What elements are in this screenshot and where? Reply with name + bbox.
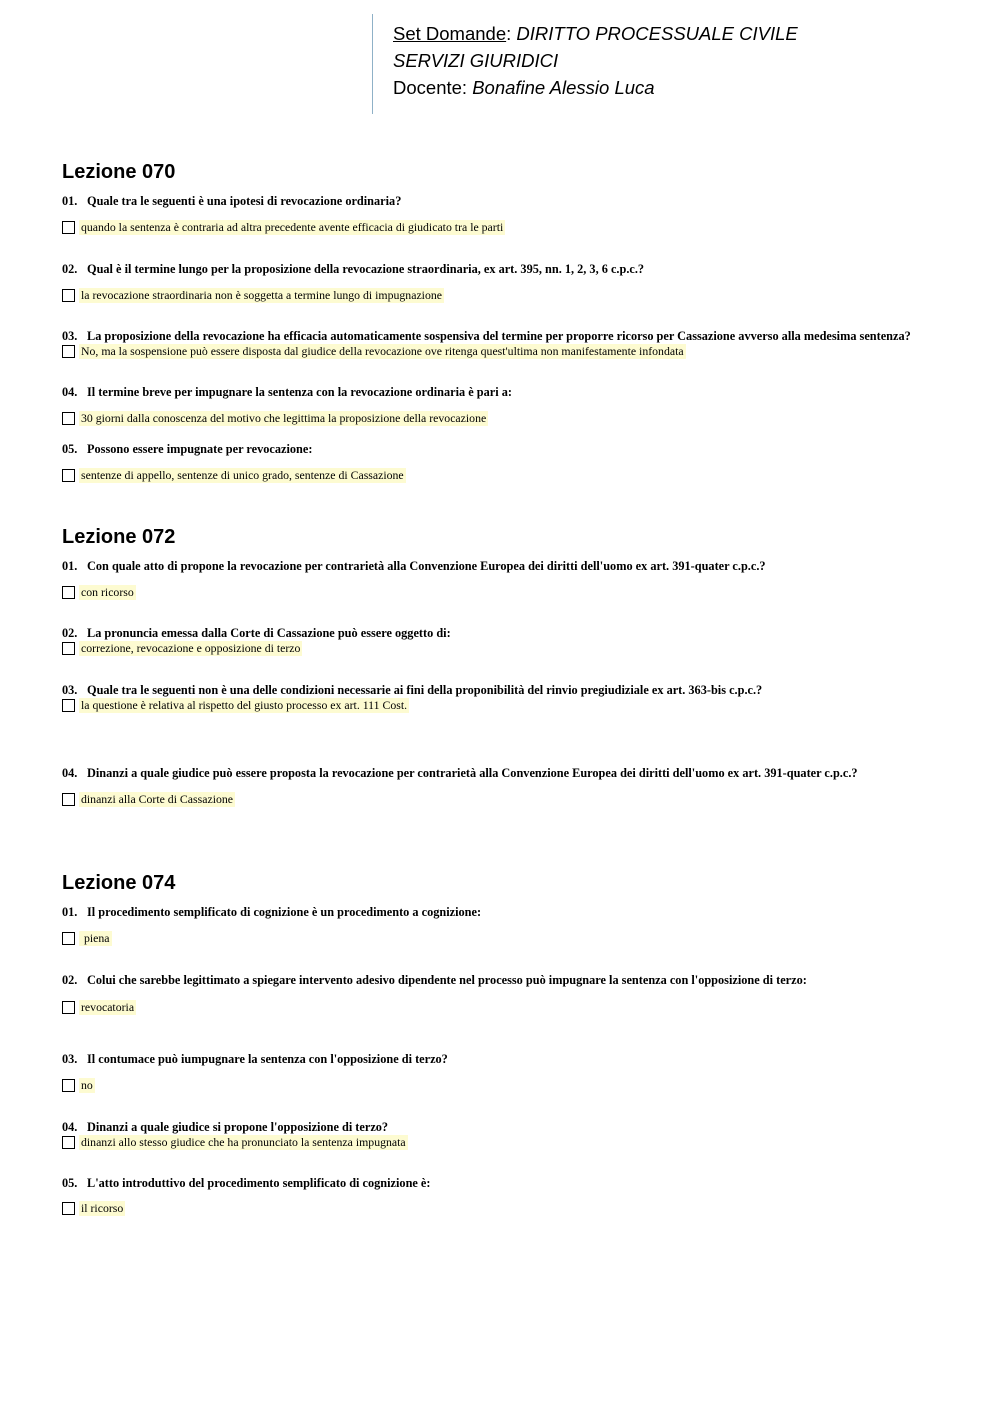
question-text: Qual è il termine lungo per la proposizione della revocazione straordinaria, ex art. 395, nn. 1, 2, 3, 6 c.p.c.? bbox=[87, 262, 645, 276]
question-text: Il contumace può iumpugnare la sentenza con l'opposizione di terzo? bbox=[87, 1052, 448, 1066]
answer-text: No, ma la sospensione può essere disposta dal giudice della revocazione ove ritenga quest'ultima non manifestamente infondata bbox=[81, 344, 684, 358]
answer-checkbox[interactable] bbox=[62, 1001, 75, 1014]
question bbox=[62, 1120, 388, 1135]
answer-text: dinanzi alla Corte di Cassazione bbox=[81, 792, 234, 806]
question-number: 04. bbox=[62, 766, 78, 780]
question bbox=[62, 385, 512, 400]
question bbox=[62, 442, 312, 457]
question bbox=[62, 262, 644, 277]
answer-checkbox[interactable] bbox=[62, 469, 75, 482]
question bbox=[62, 194, 401, 209]
question bbox=[62, 905, 481, 920]
answer-text: con ricorso bbox=[81, 585, 134, 599]
question bbox=[62, 559, 766, 574]
answer-checkbox[interactable] bbox=[62, 699, 75, 712]
question-number: 03. bbox=[62, 683, 78, 697]
question-number: 04. bbox=[62, 385, 78, 399]
question-number: 01. bbox=[62, 559, 78, 573]
question-text: L'atto introduttivo del procedimento semplificato di cognizione è: bbox=[87, 1176, 431, 1190]
answer-text: no bbox=[81, 1078, 93, 1092]
subject-subtitle: SERVIZI GIURIDICI bbox=[393, 50, 559, 71]
question bbox=[62, 1052, 448, 1067]
answer-text: 30 giorni dalla conoscenza del motivo che legittima la proposizione della revocazione bbox=[81, 411, 487, 425]
answer-checkbox[interactable] bbox=[62, 1079, 75, 1092]
question-text: Quale tra le seguenti non è una delle condizioni necessarie ai fini della proponibilità del rinvio pregiudiziale ex art. 363-bis c.p.c.? bbox=[87, 683, 763, 697]
question-text: Quale tra le seguenti è una ipotesi di revocazione ordinaria? bbox=[87, 194, 402, 208]
teacher-name: Bonafine Alessio Luca bbox=[472, 77, 655, 98]
question bbox=[62, 626, 451, 641]
header-subject-line bbox=[393, 23, 798, 45]
subject-name: DIRITTO PROCESSUALE CIVILE bbox=[516, 23, 798, 44]
question-number: 01. bbox=[62, 194, 78, 208]
question-number: 05. bbox=[62, 442, 78, 456]
question-number: 02. bbox=[62, 973, 78, 987]
answer-checkbox[interactable] bbox=[62, 289, 75, 302]
header-colon: : bbox=[506, 23, 517, 44]
lesson-title: Lezione 070 bbox=[62, 161, 176, 183]
question-number: 03. bbox=[62, 1052, 78, 1066]
question-text: Il termine breve per impugnare la sentenza con la revocazione ordinaria è pari a: bbox=[87, 385, 512, 399]
question-text: La pronuncia emessa dalla Corte di Cassazione può essere oggetto di: bbox=[87, 626, 451, 640]
answer-checkbox[interactable] bbox=[62, 586, 75, 599]
answer-text: la revocazione straordinaria non è soggetta a termine lungo di impugnazione bbox=[81, 288, 442, 302]
question-text: Dinanzi a quale giudice si propone l'opposizione di terzo? bbox=[87, 1120, 389, 1134]
question-number: 05. bbox=[62, 1176, 78, 1190]
answer-text: revocatoria bbox=[81, 1000, 135, 1014]
question bbox=[62, 973, 807, 988]
question-text: Con quale atto di propone la revocazione per contrarietà alla Convenzione Europea dei diritti dell'uomo ex art. 391-quater c.p.c.? bbox=[87, 559, 766, 573]
answer-checkbox[interactable] bbox=[62, 221, 75, 234]
question-number: 03. bbox=[62, 329, 78, 343]
answer-text: sentenze di appello, sentenze di unico grado, sentenze di Cassazione bbox=[81, 468, 404, 482]
set-domande-label: Set Domande bbox=[393, 23, 507, 44]
answer-checkbox[interactable] bbox=[62, 345, 75, 358]
question bbox=[62, 766, 858, 781]
answer-text: la questione è relativa al rispetto del giusto processo ex art. 111 Cost. bbox=[81, 698, 408, 712]
question-text: Il procedimento semplificato di cognizione è un procedimento a cognizione: bbox=[87, 905, 482, 919]
lesson-title: Lezione 072 bbox=[62, 526, 176, 548]
question-number: 02. bbox=[62, 626, 78, 640]
answer-text: dinanzi allo stesso giudice che ha pronunciato la sentenza impugnata bbox=[81, 1135, 406, 1149]
header-teacher-line bbox=[393, 77, 655, 99]
question-number: 02. bbox=[62, 262, 78, 276]
question-text: Dinanzi a quale giudice può essere proposta la revocazione per contrarietà alla Convenzione Europea dei diritti dell'uomo ex art. 391-quater c.p.c.? bbox=[87, 766, 858, 780]
question-number: 01. bbox=[62, 905, 78, 919]
answer-checkbox[interactable] bbox=[62, 642, 75, 655]
teacher-label: Docente: bbox=[393, 77, 473, 98]
answer-checkbox[interactable] bbox=[62, 412, 75, 425]
question-text: Possono essere impugnate per revocazione: bbox=[87, 442, 313, 456]
answer-text: piena bbox=[81, 931, 110, 945]
question-number: 04. bbox=[62, 1120, 78, 1134]
answer-checkbox[interactable] bbox=[62, 793, 75, 806]
answer-checkbox[interactable] bbox=[62, 1202, 75, 1215]
answer-text: correzione, revocazione e opposizione di terzo bbox=[81, 641, 301, 655]
answer-text: il ricorso bbox=[81, 1201, 124, 1215]
answer-checkbox[interactable] bbox=[62, 932, 75, 945]
document-header bbox=[372, 14, 933, 114]
question-text: La proposizione della revocazione ha efficacia automaticamente sospensiva del termine per proporre ricorso per Cassazione avverso alla medesima sentenza? bbox=[87, 329, 911, 343]
question bbox=[62, 329, 911, 344]
question bbox=[62, 683, 762, 698]
answer-checkbox[interactable] bbox=[62, 1136, 75, 1149]
answer-text: quando la sentenza è contraria ad altra precedente avente efficacia di giudicato tra le parti bbox=[81, 220, 504, 234]
lesson-title: Lezione 074 bbox=[62, 872, 176, 894]
question bbox=[62, 1176, 431, 1191]
question-text: Colui che sarebbe legittimato a spiegare intervento adesivo dipendente nel processo può impugnare la sentenza con l'opposizione di terzo: bbox=[87, 973, 807, 987]
